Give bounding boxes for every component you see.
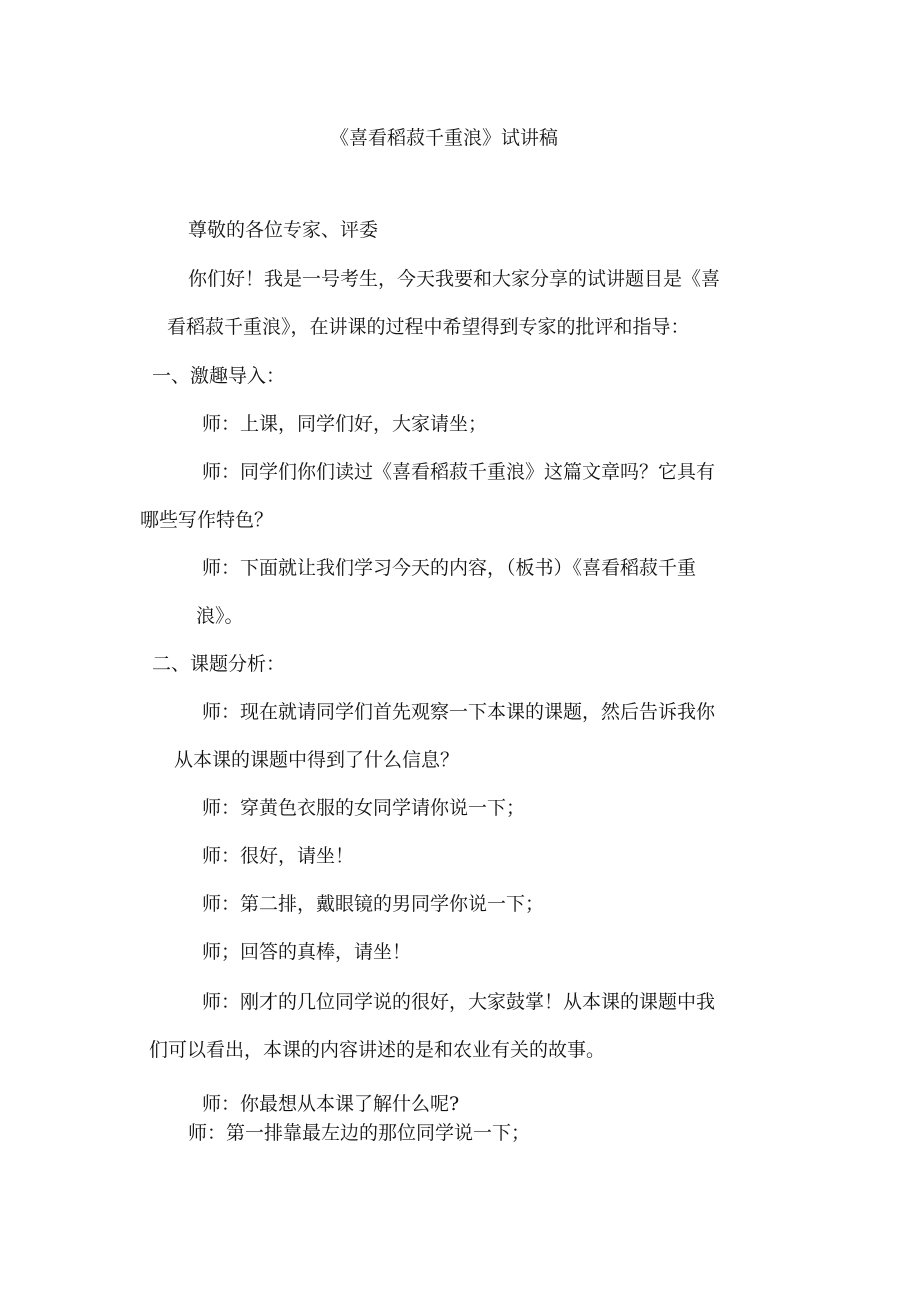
paragraph-line: 师；回答的真棒，请坐！: [202, 941, 412, 963]
intro-line-1: 你们好！我是一号考生，今天我要和大家分享的试讲题目是《喜: [188, 268, 721, 290]
paragraph-line: 师：第一排靠最左边的那位同学说一下；: [188, 1122, 531, 1144]
paragraph-line: 浪》。: [196, 605, 244, 627]
paragraph-line: 师：同学们你们读过《喜看稻菽千重浪》这篇文章吗？它具有: [202, 461, 716, 483]
document-title: 《喜看稻菽千重浪》试讲稿: [330, 127, 559, 149]
paragraph-line: 师：下面就让我们学习今天的内容，（板书）《喜看稻菽千重: [202, 557, 697, 579]
paragraph-line: 师：你最想从本课了解什么呢?: [202, 1093, 460, 1115]
paragraph-line: 师：穿黄色衣服的女同学请你说一下；: [202, 797, 526, 819]
greeting-line: 尊敬的各位专家、评委: [188, 219, 379, 241]
paragraph-line: 们可以看出，本课的内容讲述的是和农业有关的故事。: [149, 1039, 606, 1061]
intro-line-2: 看稻菽千重浪》，在讲课的过程中希望得到专家的批评和指导：: [167, 316, 690, 338]
paragraph-line: 师：很好，请坐！: [202, 845, 355, 867]
paragraph-line: 师：现在就请同学们首先观察一下本课的课题，然后告诉我你: [202, 701, 716, 723]
paragraph-line: 哪些写作特色？: [140, 509, 274, 531]
paragraph-line: 师：上课，同学们好，大家请坐；: [202, 413, 488, 435]
section-heading-2: 二、课题分析：: [152, 653, 286, 675]
paragraph-line: 师：刚才的几位同学说的很好，大家鼓掌！从本课的课题中我: [202, 991, 716, 1013]
paragraph-line: 师：第二排，戴眼镜的男同学你说一下；: [202, 893, 545, 915]
section-heading-1: 一、激趣导入：: [152, 365, 286, 387]
paragraph-line: 从本课的课题中得到了什么信息？: [174, 749, 460, 771]
